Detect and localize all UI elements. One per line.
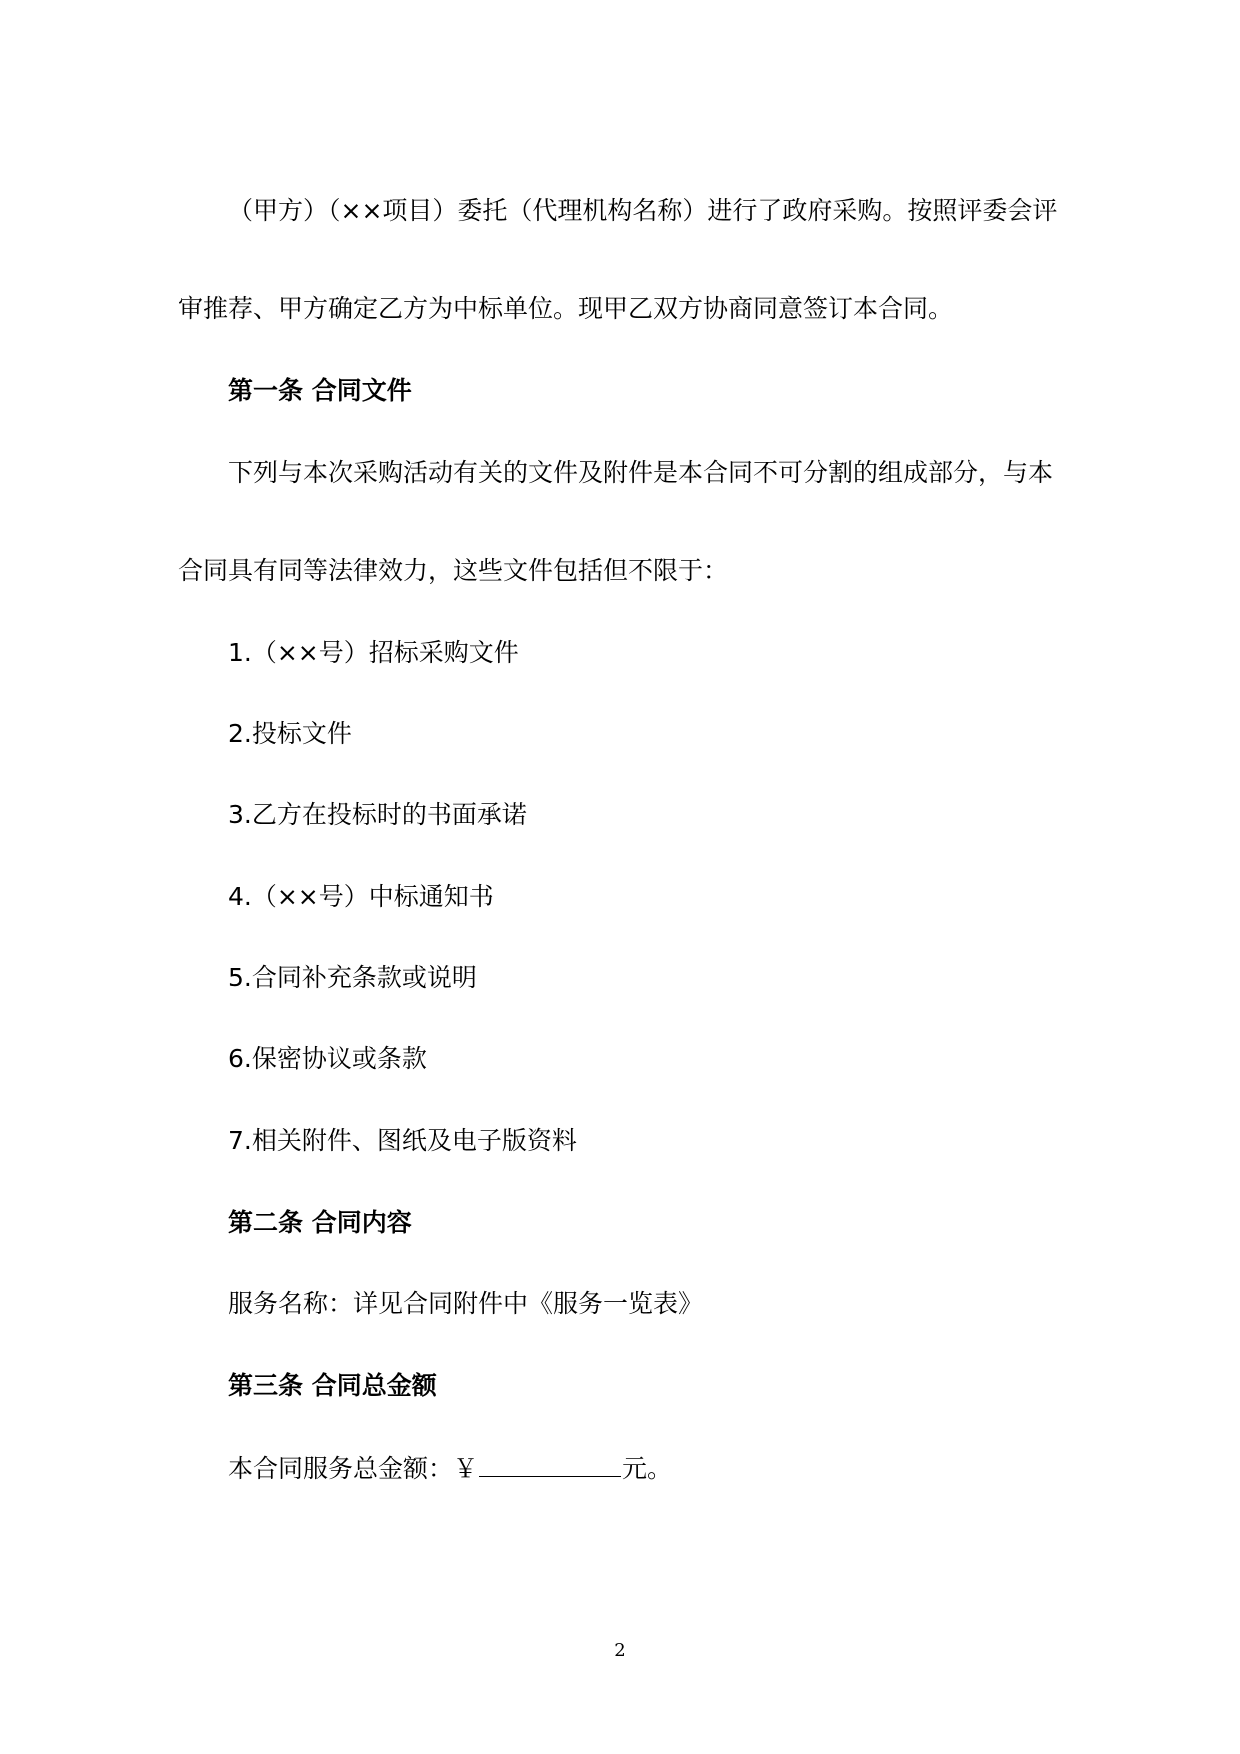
document-list-item: 4.（××号）中标通知书 (228, 882, 494, 911)
intro-line-1: （甲方）（××项目）委托（代理机构名称）进行了政府采购。按照评委会评 (228, 196, 1058, 225)
document-list-item: 1.（××号）招标采购文件 (228, 638, 519, 667)
document-list-item: 3.乙方在投标时的书面承诺 (228, 800, 527, 829)
document-list-item: 5.合同补充条款或说明 (228, 963, 477, 992)
document-list-item: 2.投标文件 (228, 719, 352, 748)
document-list-item: 6.保密协议或条款 (228, 1044, 427, 1073)
article-3-heading: 第三条 合同总金额 (228, 1371, 437, 1400)
article-1-paragraph-line-2: 合同具有同等法律效力，这些文件包括但不限于： (178, 556, 729, 585)
service-name-line: 服务名称：详见合同附件中《服务一览表》 (228, 1289, 704, 1318)
total-amount-label: 本合同服务总金额：￥ (228, 1454, 479, 1483)
total-amount-blank (479, 1450, 621, 1477)
article-1-heading: 第一条 合同文件 (228, 376, 412, 405)
total-amount-line (228, 1450, 672, 1486)
article-1-paragraph-line-1: 下列与本次采购活动有关的文件及附件是本合同不可分割的组成部分，与本 (228, 458, 1054, 487)
document-list-item: 7.相关附件、图纸及电子版资料 (228, 1126, 577, 1155)
total-amount-unit: 元。 (622, 1454, 673, 1483)
article-2-heading: 第二条 合同内容 (228, 1208, 412, 1237)
page-number: 2 (614, 1640, 626, 1661)
intro-line-2: 审推荐、甲方确定乙方为中标单位。现甲乙双方协商同意签订本合同。 (178, 294, 954, 323)
